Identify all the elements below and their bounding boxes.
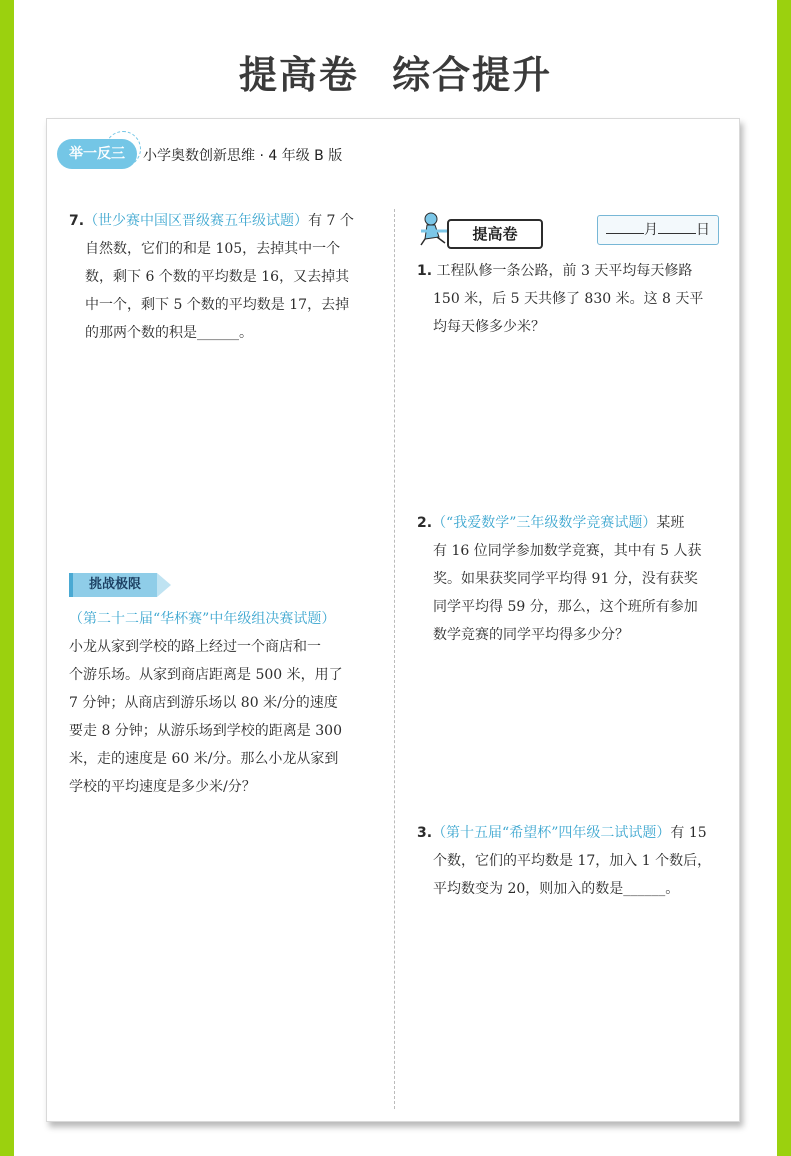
challenge-line-3: 7 分钟；从商店到游乐场以 80 米/分的速度: [69, 695, 338, 711]
challenge-line-4: 要走 8 分钟；从游乐场到学校的距离是 300: [69, 723, 342, 739]
question-1-line-1: [417, 257, 722, 285]
right-green-border: [777, 0, 791, 1156]
question-1-line-3: 均每天修多少米？: [433, 319, 545, 335]
arrow-right-icon: [157, 573, 171, 597]
question-3-line-1: [417, 819, 722, 847]
question-text: 有 15: [670, 825, 707, 841]
month-label: 月: [644, 222, 658, 238]
question-7-line-4: 中一个，剩下 5 个数的平均数是 17，去掉: [85, 297, 350, 313]
challenge-label: 挑战极限: [69, 573, 157, 597]
question-3: [417, 819, 722, 903]
question-7-line-3: 数，剩下 6 个数的平均数是 16，又去掉其: [85, 269, 350, 285]
question-2-line-2: 有 16 位同学参加数学竞赛，其中有 5 人获: [433, 543, 702, 559]
question-number: 1.: [417, 263, 433, 279]
question-text: 有 7 个: [308, 213, 354, 229]
section-header-tigao: [417, 209, 547, 249]
question-3-line-2: 个数，它们的平均数是 17，加入 1 个数后，: [433, 853, 712, 869]
banner-title: 提高卷 综合提升: [238, 53, 553, 97]
question-number: 3.: [417, 825, 433, 841]
question-number: 7.: [69, 213, 85, 229]
worksheet-page: [46, 118, 740, 1122]
question-source: （“我爱数学”三年级数学竞赛试题）: [432, 515, 657, 531]
challenge-line-5: 米，走的速度是 60 米/分。那么小龙从家到: [69, 751, 339, 767]
series-title: 小学奥数创新思维 · 4 年级 B 版: [143, 148, 343, 164]
question-2-line-5: 数学竞赛的同学平均得多少分？: [433, 627, 629, 643]
question-1: [417, 257, 722, 341]
question-7-line-1: [69, 207, 373, 235]
question-2-line-4: 同学平均得 59 分，那么，这个班所有参加: [433, 599, 698, 615]
series-badge: 举一反三: [57, 139, 137, 169]
day-label: 日: [696, 222, 710, 238]
challenge-line-2: 个游乐场。从家到商店距离是 500 米，用了: [69, 667, 343, 683]
day-blank: [658, 217, 696, 234]
month-blank: [606, 217, 644, 234]
question-number: 2.: [417, 515, 433, 531]
question-7-line-5: 的那两个数的积是______。: [85, 325, 253, 341]
challenge-problem: [69, 605, 373, 801]
question-7: [69, 207, 373, 347]
challenge-source: （第二十二届“华杯赛”中年级组决赛试题）: [69, 611, 336, 627]
question-3-line-3: 平均数变为 20，则加入的数是______。: [433, 881, 680, 897]
question-2: [417, 509, 722, 649]
question-source: （世少赛中国区晋级赛五年级试题）: [84, 213, 309, 229]
date-field: [597, 215, 719, 245]
challenge-label-tag: [69, 573, 173, 597]
question-2-line-1: [417, 509, 722, 537]
question-text: 某班: [656, 515, 685, 531]
section-label: 提高卷: [447, 219, 543, 249]
question-text: 工程队修一条公路，前 3 天平均每天修路: [436, 263, 693, 279]
question-7-line-2: 自然数，它们的和是 105，去掉其中一个: [85, 241, 341, 257]
left-green-border: [0, 0, 14, 1156]
question-2-line-3: 奖。如果获奖同学平均得 91 分，没有获奖: [433, 571, 698, 587]
column-divider: [394, 209, 395, 1109]
question-1-line-2: 150 米，后 5 天共修了 830 米。这 8 天平: [433, 291, 704, 307]
question-source: （第十五届“希望杯”四年级二试试题）: [432, 825, 671, 841]
challenge-line-1: 小龙从家到学校的路上经过一个商店和一: [69, 639, 321, 655]
challenge-line-6: 学校的平均速度是多少米/分？: [69, 779, 256, 795]
